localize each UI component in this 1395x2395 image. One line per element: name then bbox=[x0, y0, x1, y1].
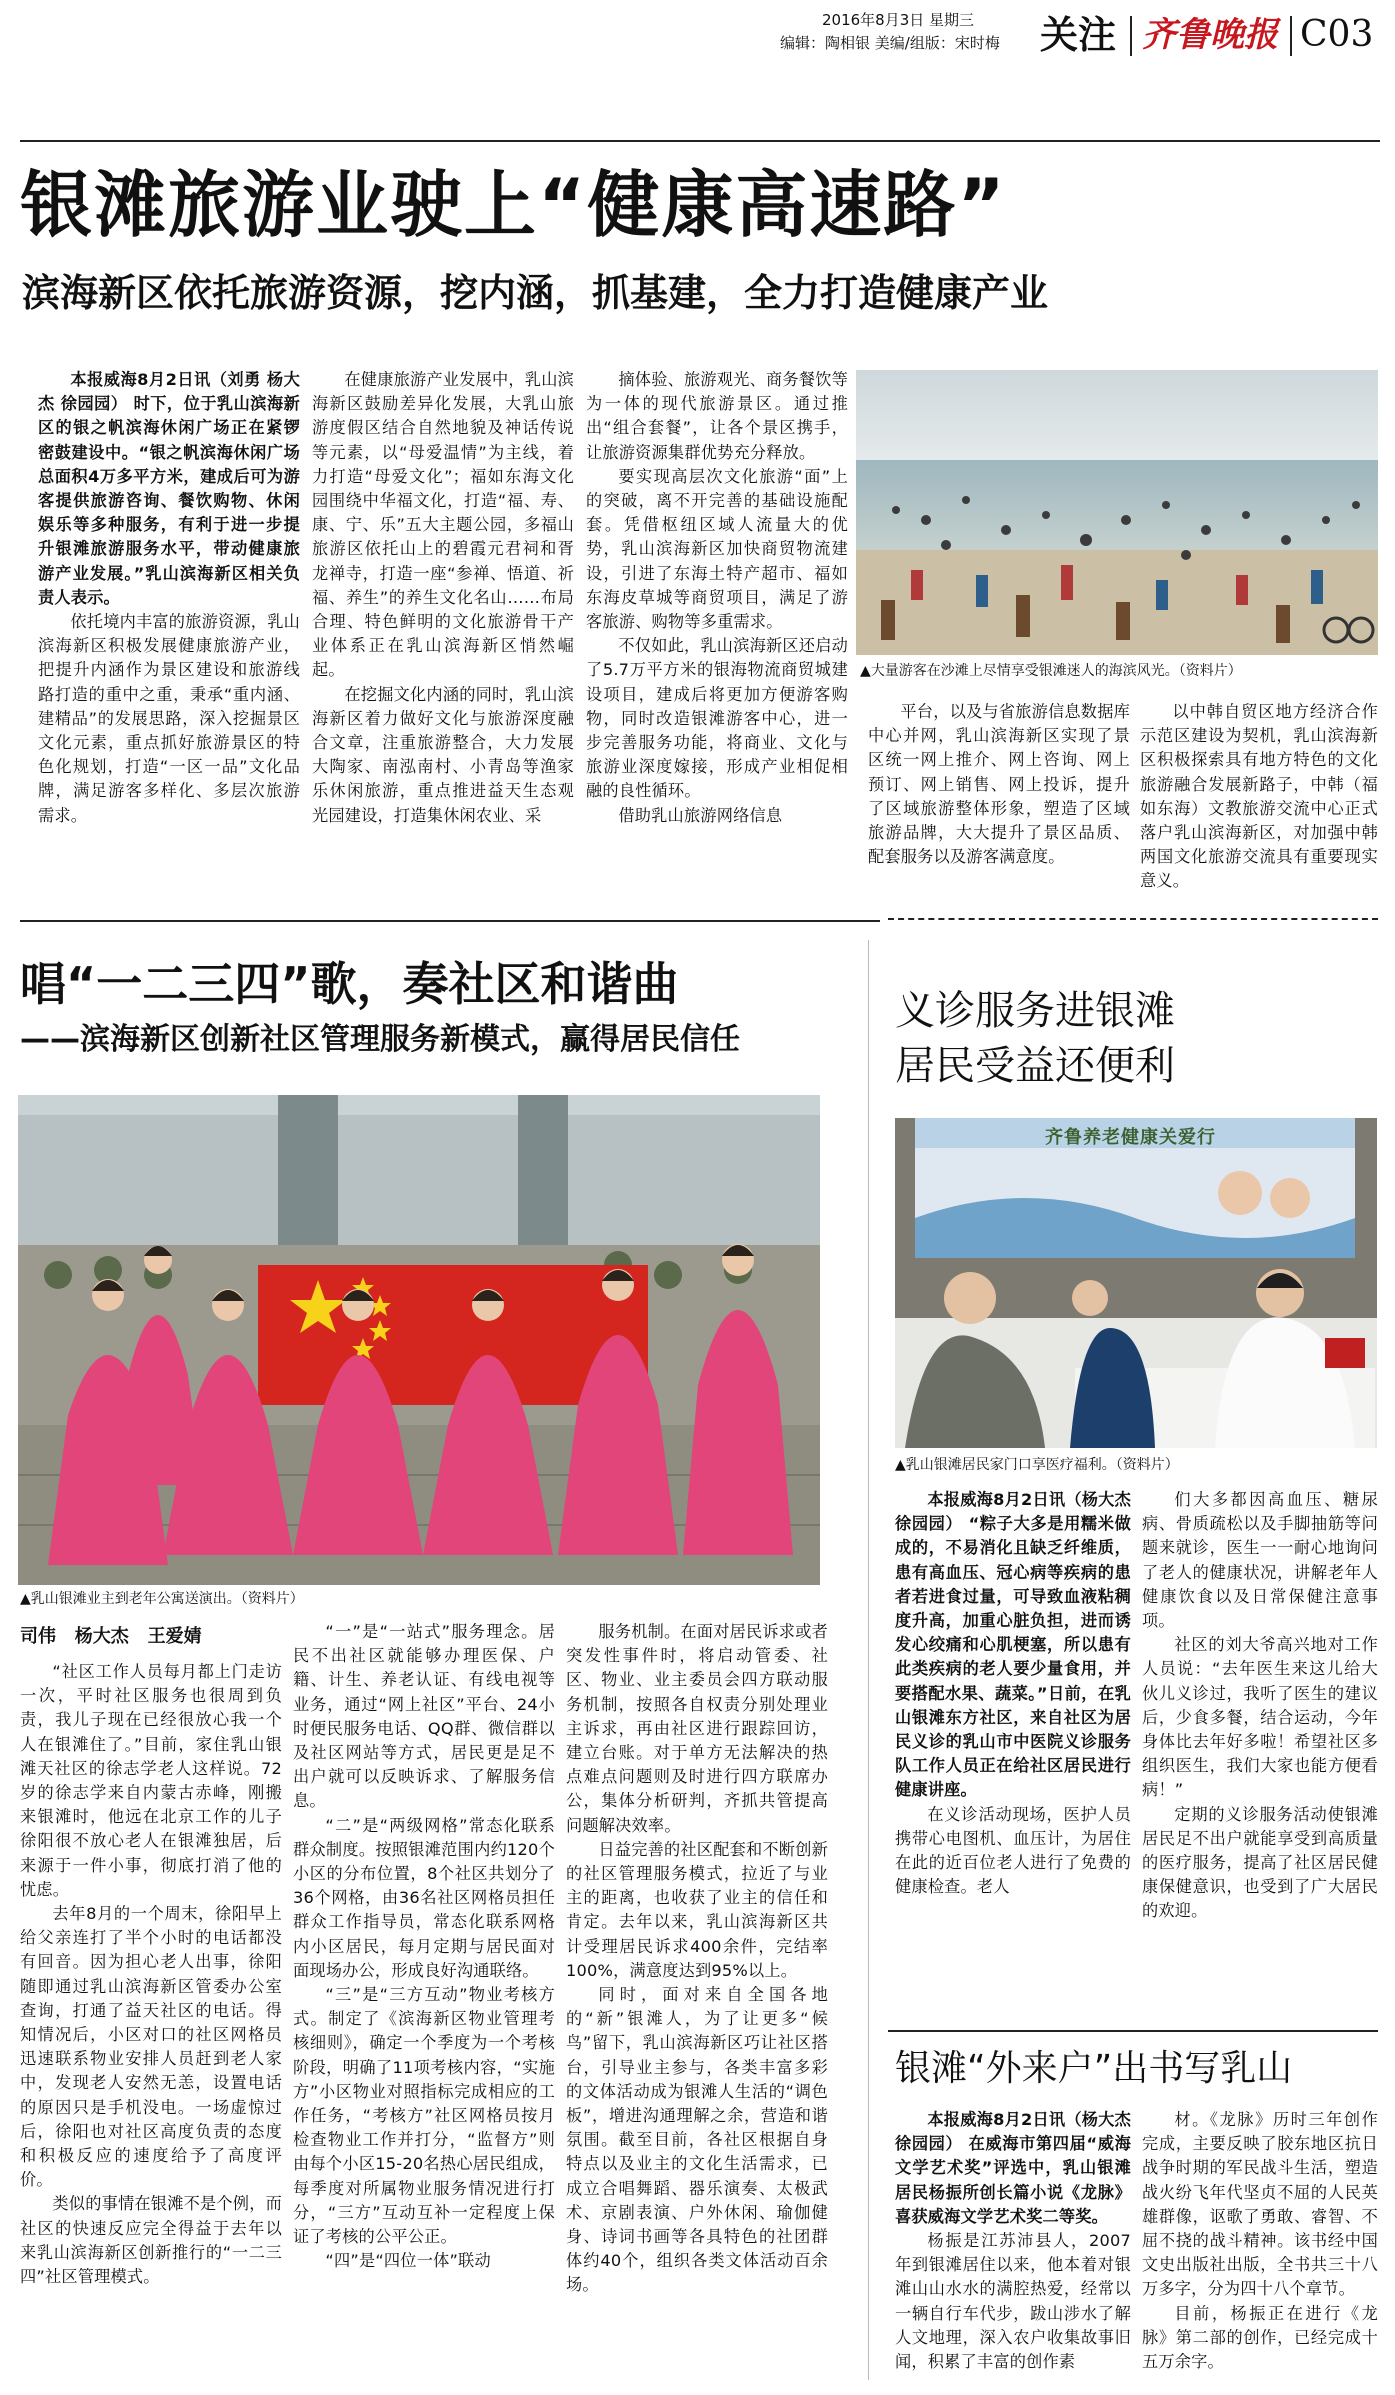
issue-date: 2016年8月3日 星期三 bbox=[822, 11, 975, 29]
paragraph: 摘体验、旅游观光、商务餐饮等为一体的现代旅游景区。通过推出“组合套餐”，让各个景区携手，让旅游资源集群优势充分释放。 bbox=[586, 370, 848, 462]
article-column bbox=[312, 368, 574, 890]
headline: 居民受益还便利 bbox=[895, 1043, 1175, 1089]
beach-photo bbox=[856, 370, 1378, 655]
paragraph: 社区的刘大爷高兴地对工作人员说：“去年医生来这儿给大伙儿义诊过，我听了医生的建议后，少食多餐，结合运动，今年身体比去年好多啦！希望社区多组织医生，我们大家也能方便看病！” bbox=[1142, 1635, 1378, 1800]
paragraph: 借助乳山旅游网络信息 bbox=[618, 805, 783, 825]
paragraph: 类似的事情在银滩不是个例，而社区的快速反应完全得益于去年以来乳山滨海新区创新推行的“一二三四”社区管理模式。 bbox=[20, 2194, 282, 2287]
paragraph: 本报威海8月2日讯（杨大杰 徐园园） “粽子大多是用糯米做成的，不易消化且缺乏纤维质，患有高血压、冠心病等疾病的患者若进食过量，可导致血液粘稠度升高，加重心脏负担，进而诱发心绞痛和心肌梗塞，所以患有此类疾病的老人要少量食用，并要搭配水果、蔬菜。”日前，在乳山银滩东方社区，来自社区为居民义诊的乳山市中医院义诊服务队工作人员正在给社区居民进行健康讲座。 bbox=[895, 1490, 1131, 1800]
headline: 银滩旅游业驶上“健康高速路” bbox=[20, 163, 1007, 247]
paragraph: 要实现高层次文化旅游“面”上的突破，离不开完善的基础设施配套。凭借枢纽区域人流量大的优势，乳山滨海新区加快商贸物流建设，引进了东海土特产超市、福如东海皮草城等商贸项目，满足了游客旅游、购物等多重需求。 bbox=[586, 466, 848, 632]
clinic-photo bbox=[895, 1118, 1377, 1448]
header-rule bbox=[20, 140, 1380, 142]
paragraph: 日益完善的社区配套和不断创新的社区管理服务模式，拉近了与业主的距离，也收获了业主的信任和肯定。去年以来，乳山滨海新区共计受理居民诉求400余件，完结率100%，满意度达到95%以上。 bbox=[566, 1839, 828, 1980]
editor-credits: 编辑：陶相银 美编/组版：宋时梅 bbox=[780, 34, 1000, 52]
article-column bbox=[868, 700, 1130, 890]
byline: 司伟 杨大杰 王爱婧 bbox=[20, 1626, 202, 1647]
sub-headline: ——滨海新区创新社区管理服务新模式，赢得居民信任 bbox=[20, 1022, 740, 1057]
paragraph: 材。《龙脉》历时三年创作完成，主要反映了胶东地区抗日战争时期的军民战斗生活，塑造战火纷飞年代坚贞不屈的人民英雄群像，讴歌了勇敢、睿智、不屈不挠的战斗精神。该书经中国文史出版社出版，全书共三十八万多字，分为四十八个章节。 bbox=[1142, 2110, 1378, 2299]
article-column bbox=[293, 1620, 555, 2380]
article-column bbox=[566, 1620, 828, 2380]
paragraph: 们大多都因高血压、糖尿病、骨质疏松以及手脚抽筋等问题来就诊，医生一一耐心地询问了老人的健康状况，讲解老年人健康饮食以及日常保健注意事项。 bbox=[1142, 1490, 1378, 1631]
column-divider bbox=[868, 940, 869, 2380]
section-rule bbox=[888, 918, 1378, 920]
article-column bbox=[20, 1660, 282, 2380]
paragraph: 以中韩自贸区地方经济合作示范区建设为契机，乳山滨海新区积极探索具有地方特色的文化旅游融合发展新路子，中韩（福如东海）文教旅游交流中心正式落户乳山滨海新区，对加强中韩两国文化旅游交流具有重要现实意义。 bbox=[1140, 702, 1378, 890]
performance-photo bbox=[18, 1095, 820, 1585]
article-column bbox=[895, 1488, 1131, 1993]
paragraph: 同时，面对来自全国各地的“新”银滩人，为了让更多“候鸟”留下，乳山滨海新区巧让社区搭台，引导业主参与，各类丰富多彩的文体活动成为银滩人生活的“调色板”，增进沟通理解之余，营造和谐氛围。截至目前，各社区根据自身特点以及业主的文化生活需求，已成立合唱舞蹈、器乐演奏、太极武术、京剧表演、户外休闲、瑜伽健身、诗词书画等各具特色的社团群体约40个，组织各类文体活动百余场。 bbox=[566, 1985, 828, 2295]
paragraph: “三”是“三方互动”物业考核方式。制定了《滨海新区物业管理考核细则》，确定一个季度为一个考核阶段，明确了11项考核内容，“实施方”小区物业对照指标完成相应的工作任务，“考核方”社区网格员按月检查物业工作并打分，“监督方”则由每个小区15-20名热心居民组成，每季度对所属物业服务情况进行打分，“三方”互动互补一定程度上保证了考核的公平公正。 bbox=[293, 1985, 555, 2247]
paragraph: 平台，以及与省旅游信息数据库中心并网，乳山滨海新区实现了景区统一网上推介、网上咨询、网上预订、网上销售、网上投诉，提升了区域旅游整体形象，塑造了区域旅游品牌，大大提升了景区品质、配套服务以及游客满意度。 bbox=[868, 702, 1130, 867]
photo-caption: ▲乳山银滩居民家门口享医疗福利。（资料片） bbox=[895, 1457, 1179, 1473]
page-number: C03 bbox=[1300, 14, 1374, 55]
sub-headline: 滨海新区依托旅游资源，挖内涵，抓基建，全力打造健康产业 bbox=[22, 271, 1049, 315]
paragraph: 本报威海8月2日讯（刘勇 杨大杰 徐园园） 时下，位于乳山滨海新区的银之帆滨海休闲广场正在紧锣密鼓建设中。“银之帆滨海休闲广场总面积4万多平方米，建成后可为游客提供旅游咨询、餐饮购物、休闲娱乐等多种服务，有利于进一步提升银滩旅游服务水平，带动健康旅游产业发展。”乳山滨海新区相关负责人表示。 bbox=[38, 370, 300, 607]
photo-caption: ▲乳山银滩业主到老年公寓送演出。（资料片） bbox=[20, 1591, 304, 1607]
paragraph: 依托境内丰富的旅游资源，乳山滨海新区积极发展健康旅游产业，把提升内涵作为景区建设和旅游线路打造的重中之重，秉承“重内涵、建精品”的发展思路，深入挖掘景区文化元素，重点抓好旅游景区的特色化规划，打造“一区一品”文化品牌，满足游客多样化、多层次旅游需求。 bbox=[38, 612, 300, 825]
section-rule bbox=[20, 920, 880, 922]
paragraph: “四”是“四位一体”联动 bbox=[325, 2251, 491, 2271]
paragraph: 定期的义诊服务活动使银滩居民足不出户就能享受到高质量的医疗服务，提高了社区居民健康保健意识，也受到了广大居民的欢迎。 bbox=[1142, 1804, 1378, 1921]
paragraph: 在义诊活动现场，医护人员携带心电图机、血压计，为居住在此的近百位老人进行了免费的健康检查。老人 bbox=[895, 1804, 1131, 1897]
paragraph: 本报威海8月2日讯（杨大杰 徐园园） 在威海市第四届“威海文学艺术奖”评选中，乳山银滩居民杨振所创长篇小说《龙脉》喜获威海文学艺术奖二等奖。 bbox=[895, 2110, 1131, 2226]
paragraph: 在健康旅游产业发展中，乳山滨海新区鼓励差异化发展，大乳山旅游度假区结合自然地貌及神话传说等元素，以“母爱温情”为主线，着力打造“母爱文化”；福如东海文化园围绕中华福文化，打造“福、寿、康、宁、乐”五大主题公园，多福山旅游区依托山上的碧霞元君祠和胥龙禅寺，打造一座“参禅、悟道、祈福、养生”的养生文化名山……布局合理、特色鲜明的文化旅游骨干产业体系正在乳山滨海新区悄然崛起。 bbox=[312, 370, 574, 680]
paragraph: “社区工作人员每月都上门走访一次，平时社区服务也很周到负责，我儿子现在已经很放心我一个人在银滩住了。”目前，家住乳山银滩天社区的徐志学老人这样说。72岁的徐志学来自内蒙古赤峰，刚搬来银滩时，他远在北京工作的儿子徐阳很不放心老人在银滩独居，后来源于一件小事，彻底打消了他的忧虑。 bbox=[20, 1662, 282, 1899]
paragraph: “二”是“两级网格”常态化联系群众制度。按照银滩范围内约120个小区的分布位置，8个社区共划分了36个网格，由36名社区网格员担任群众工作指导员，常态化联系网格内小区居民，每月定期与居民面对面现场办公，形成良好沟通联络。 bbox=[293, 1815, 555, 1980]
section-name: 关注 bbox=[1040, 12, 1117, 57]
article-column bbox=[586, 368, 848, 890]
paragraph: 在挖掘文化内涵的同时，乳山滨海新区着力做好文化与旅游深度融合文章，注重旅游整合，大力发展大陶家、南泓南村、小青岛等渔家乐休闲旅游，重点推进益天生态观光园建设，打造集休闲农业、采 bbox=[312, 684, 574, 825]
paragraph: “一”是“一站式”服务理念。居民不出社区就能够办理医保、户籍、计生、养老认证、有线电视等业务，通过“网上社区”平台、24小时便民服务电话、QQ群、微信群以及社区网站等方式，居民更是足不出户就可以反映诉求、了解服务信息。 bbox=[293, 1622, 555, 1811]
article-column bbox=[38, 368, 300, 890]
article-column bbox=[1140, 700, 1378, 890]
article-column bbox=[1142, 2108, 1378, 2383]
photo-caption: ▲大量游客在沙滩上尽情享受银滩迷人的海滨风光。（资料片） bbox=[860, 663, 1242, 679]
paragraph: 不仅如此，乳山滨海新区还启动了5.7万平方米的银海物流商贸城建设项目，建成后将更加方便游客购物，同时改造银滩游客中心，进一步完善服务功能，将商业、文化与旅游业深度嫁接，形成产业相促相融的良性循环。 bbox=[586, 636, 848, 801]
paragraph: 去年8月的一个周末，徐阳早上给父亲连打了半个小时的电话都没有回音。因为担心老人出事，徐阳随即通过乳山滨海新区管委办公室查询，打通了益天社区的电话。得知情况后，小区对口的社区网格员迅速联系物业安排人员赶到老人家中，发现老人安然无恙，设置电话的原因只是手机没电。一场虚惊过后，徐阳也对社区高度负责的态度和积极反应的速度给予了高度评价。 bbox=[20, 1904, 282, 2190]
article-column bbox=[895, 2108, 1131, 2383]
banner-text: 齐鲁养老健康关爱行 bbox=[1045, 1127, 1216, 1148]
headline: 义诊服务进银滩 bbox=[895, 988, 1175, 1034]
newspaper-logo: 齐鲁晚报 bbox=[1142, 15, 1278, 55]
paragraph: 杨振是江苏沛县人，2007年到银滩居住以来，他本着对银滩山山水水的满腔热爱，经常以一辆自行车代步，跋山涉水了解人文地理，深入农户收集故事旧闻，积累了丰富的创作素 bbox=[895, 2231, 1131, 2372]
paragraph: 服务机制。在面对居民诉求或者突发性事件时，将启动管委、社区、物业、业主委员会四方联动服务机制，按照各自权责分别处理业主诉求，再由社区进行跟踪回访，建立台账。对于单方无法解决的热点难点问题则及时进行四方联席办公，集体分析研判，齐抓共管提高问题解决效率。 bbox=[566, 1622, 828, 1835]
divider-bar bbox=[1290, 16, 1292, 56]
headline: 唱“一二三四”歌，奏社区和谐曲 bbox=[20, 957, 679, 1011]
article-column bbox=[1142, 1488, 1378, 1993]
paragraph: 目前，杨振正在进行《龙脉》第二部的创作，已经完成十五万余字。 bbox=[1142, 2303, 1378, 2372]
divider-bar bbox=[1130, 16, 1132, 56]
headline: 银滩“外来户”出书写乳山 bbox=[895, 2048, 1293, 2089]
section-rule bbox=[888, 2030, 1378, 2032]
